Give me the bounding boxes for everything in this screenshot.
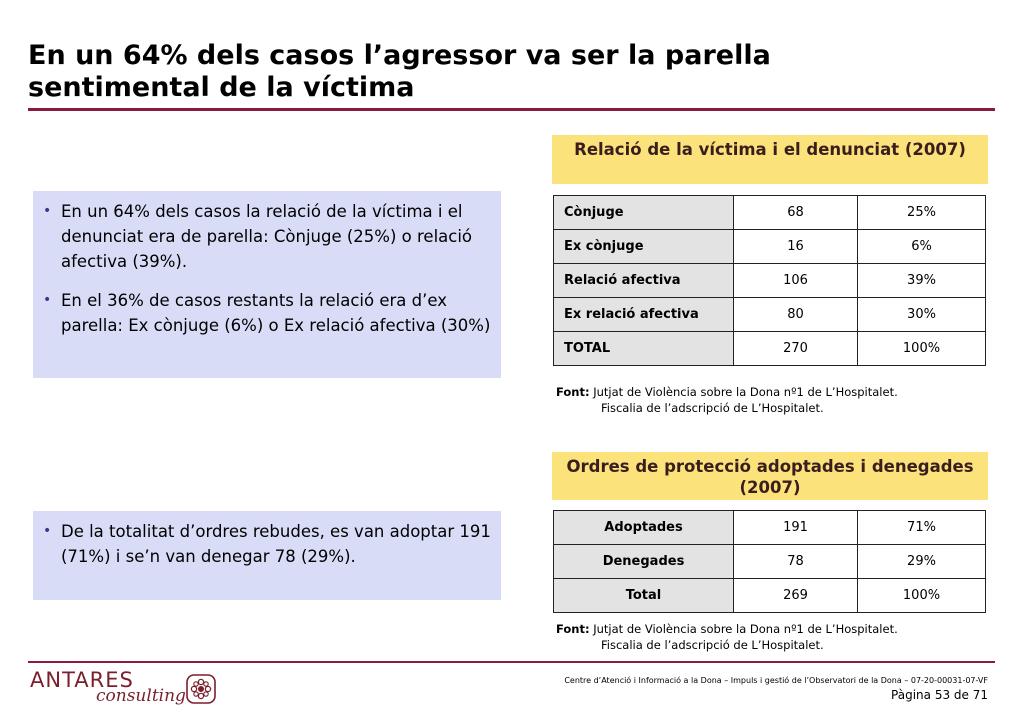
row-percent: 71% (858, 511, 986, 545)
row-count: 106 (734, 264, 858, 298)
row-count: 191 (734, 511, 858, 545)
bullet-icon: • (43, 292, 52, 308)
bullet-icon: • (43, 203, 52, 219)
logo-subtitle: consulting (96, 686, 186, 706)
row-count: 270 (734, 332, 858, 366)
row-percent: 30% (858, 298, 986, 332)
table1-header: Relació de la víctima i el denunciat (2007) (552, 135, 988, 184)
source-label: Font: (556, 385, 590, 399)
row-label: Ex relació afectiva (554, 298, 734, 332)
page-title (28, 40, 988, 104)
footer-project-text: Centre d’Atenció i Informació a la Dona – Impuls i gestió de l’Observatori de la Dona – 07-20-00031-07-VF (564, 676, 988, 685)
row-percent: 100% (858, 332, 986, 366)
table-row (554, 332, 986, 366)
orders-table (553, 510, 986, 613)
row-label: Cònjuge (554, 196, 734, 230)
page-number: Pàgina 53 de 71 (891, 688, 988, 702)
footer-divider (28, 661, 995, 663)
table2-source (556, 621, 898, 653)
row-count: 78 (734, 545, 858, 579)
logo-wordmark: ANTARES (30, 668, 134, 692)
row-label: TOTAL (554, 332, 734, 366)
table-row (554, 264, 986, 298)
row-label: Ex cònjuge (554, 230, 734, 264)
bullet-item (43, 199, 491, 274)
table-row (554, 196, 986, 230)
bullet-text: De la totalitat d’ordres rebudes, es van adoptar 191 (71%) i se’n van denegar 78 (29%). (61, 522, 491, 566)
source-line1: Jutjat de Violència sobre la Dona nº1 de L’Hospitalet. (593, 385, 898, 399)
row-count: 80 (734, 298, 858, 332)
row-percent: 100% (858, 579, 986, 613)
table-row (554, 579, 986, 613)
row-percent: 39% (858, 264, 986, 298)
row-percent: 6% (858, 230, 986, 264)
table2-header: Ordres de protecció adoptades i denegades (2007) (552, 452, 988, 500)
source-line2: Fiscalia de l’adscripció de L’Hospitalet. (601, 638, 824, 652)
source-line2: Fiscalia de l’adscripció de L’Hospitalet. (601, 401, 824, 415)
source-line1: Jutjat de Violència sobre la Dona nº1 de L’Hospitalet. (593, 622, 898, 636)
bullet-box-relationship (33, 191, 501, 378)
row-percent: 29% (858, 545, 986, 579)
page-title-line1: En un 64% dels casos l’agressor va ser la parella (28, 40, 771, 71)
relationship-table (553, 195, 986, 366)
bullet-item (43, 288, 491, 338)
source-label: Font: (556, 622, 590, 636)
bullet-text: En el 36% de casos restants la relació era d’ex parella: Ex cònjuge (6%) o Ex relació afectiva (30%) (61, 291, 491, 335)
bullet-text: En un 64% dels casos la relació de la víctima i el denunciat era de parella: Cònjuge (25%) o relació afectiva (39%). (61, 202, 473, 271)
table1-source (556, 384, 898, 416)
logo-flower-icon (186, 674, 216, 704)
table-row (554, 545, 986, 579)
bullet-icon: • (43, 523, 52, 539)
row-label: Relació afectiva (554, 264, 734, 298)
table-row (554, 298, 986, 332)
row-count: 269 (734, 579, 858, 613)
title-divider (28, 108, 995, 111)
row-count: 68 (734, 196, 858, 230)
row-count: 16 (734, 230, 858, 264)
bullet-item (43, 519, 491, 569)
row-percent: 25% (858, 196, 986, 230)
page-title-line2: sentimental de la víctima (28, 72, 415, 103)
row-label: Total (554, 579, 734, 613)
bullet-box-orders (33, 511, 501, 600)
row-label: Adoptades (554, 511, 734, 545)
table-row (554, 511, 986, 545)
table-row (554, 230, 986, 264)
row-label: Denegades (554, 545, 734, 579)
